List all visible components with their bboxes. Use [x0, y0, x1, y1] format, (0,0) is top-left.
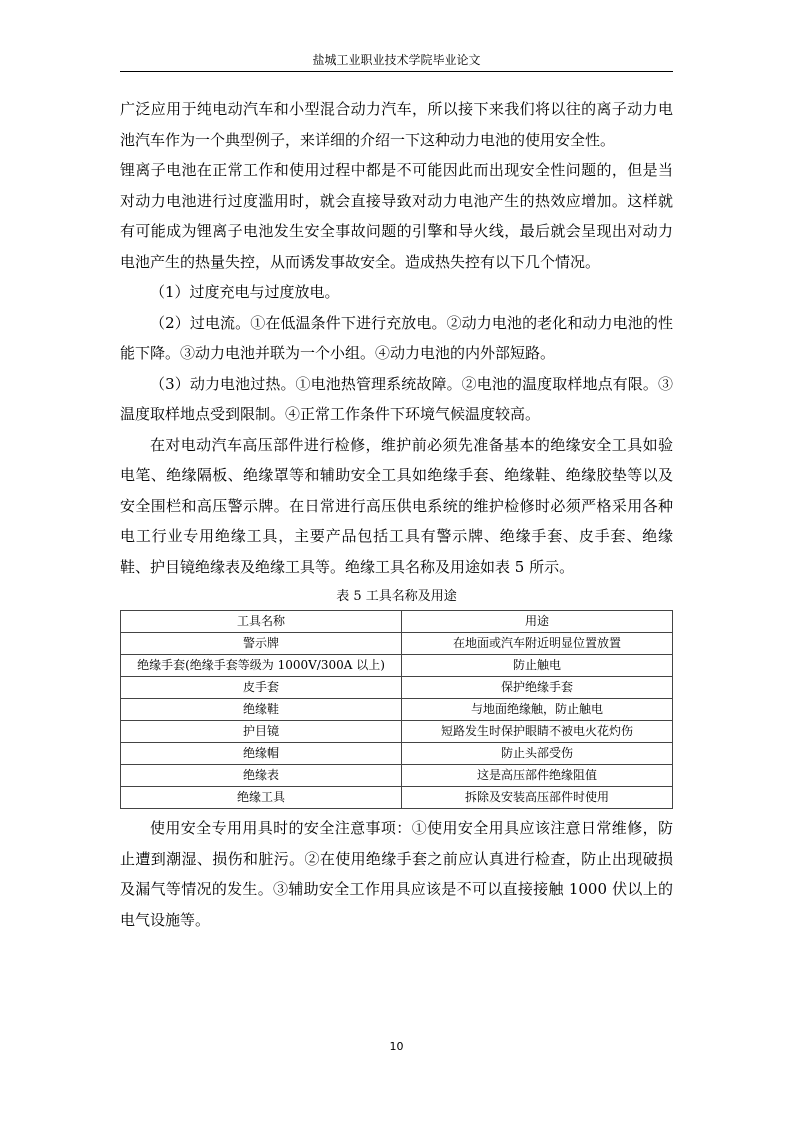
paragraph: （2）过电流。①在低温条件下进行充放电。②动力电池的老化和动力电池的性能下降。③动力电池并联为一个小组。④动力电池的内外部短路。: [120, 313, 673, 362]
table-cell-tool: 绝缘帽: [121, 743, 402, 765]
table-row: [121, 765, 673, 787]
table-cell-tool: 绝缘鞋: [121, 699, 402, 721]
table-cell-use: 拆除及安装高压部件时使用: [402, 787, 673, 809]
table-cell-use: 防止触电: [402, 655, 673, 677]
table-row: [121, 655, 673, 677]
table-cell-tool: 护目镜: [121, 721, 402, 743]
table-cell-tool: 皮手套: [121, 677, 402, 699]
table-row: [121, 633, 673, 655]
table-row: [121, 699, 673, 721]
table-row: [121, 743, 673, 765]
table-cell-use: 短路发生时保护眼睛不被电火花灼伤: [402, 721, 673, 743]
table-cell-use: 与地面绝缘触，防止触电: [402, 699, 673, 721]
header-rule: [120, 71, 673, 72]
page-number: 10: [389, 1040, 404, 1053]
paragraph: 广泛应用于纯电动汽车和小型混合动力汽车，所以接下来我们将以往的离子动力电池汽车作为一个典型例子，来详细的介绍一下这种动力电池的使用安全性。: [120, 100, 673, 149]
running-header: 盐城工业职业技术学院毕业论文: [312, 53, 481, 67]
table-cell-tool: 警示牌: [121, 633, 402, 655]
table-header-cell: 用途: [402, 611, 673, 633]
paragraph: 使用安全专用用具时的安全注意事项：①使用安全用具应该注意日常维修，防止遭到潮湿、损伤和脏污。②在使用绝缘手套之前应认真进行检查，防止出现破损及漏气等情况的发生。③辅助安全工作用具应该是不可以直接接触 1000 伏以上的电气设施等。: [120, 819, 673, 929]
table-header-cell: 工具名称: [121, 611, 402, 633]
table-cell-use: 防止头部受伤: [402, 743, 673, 765]
table-cell-tool: 绝缘手套(绝缘手套等级为 1000V/300A 以上): [121, 655, 402, 677]
table-cell-use: 保护绝缘手套: [402, 677, 673, 699]
paragraph: （3）动力电池过热。①电池热管理系统故障。②电池的温度取样地点有限。③温度取样地点受到限制。④正常工作条件下环境气候温度较高。: [120, 374, 673, 423]
table-header-row: [121, 611, 673, 633]
table-row: [121, 787, 673, 809]
body-text: [120, 94, 673, 935]
table-cell-tool: 绝缘表: [121, 765, 402, 787]
table-cell-use: 在地面或汽车附近明显位置放置: [402, 633, 673, 655]
paragraph: 在对电动汽车高压部件进行检修，维护前必须先准备基本的绝缘安全工具如验电笔、绝缘隔板、绝缘罩等和辅助安全工具如绝缘手套、绝缘鞋、绝缘胶垫等以及安全围栏和高压警示牌。在日常进行高压供电系统的维护检修时必须严格采用各种电工行业专用绝缘工具，主要产品包括工具有警示牌、绝缘手套、皮手套、绝缘鞋、护目镜绝缘表及绝缘工具等。绝缘工具名称及用途如表 5 所示。: [120, 435, 673, 576]
table-caption: 表 5 工具名称及用途: [336, 589, 457, 604]
table-cell-tool: 绝缘工具: [121, 787, 402, 809]
paragraph: （1）过度充电与过度放电。: [150, 283, 340, 301]
table-cell-use: 这是高压部件绝缘阻值: [402, 765, 673, 787]
table-row: [121, 721, 673, 743]
tools-table: [120, 610, 673, 809]
table-row: [121, 677, 673, 699]
paragraph: 锂离子电池在正常工作和使用过程中都是不可能因此而出现安全性问题的，但是当对动力电池进行过度滥用时，就会直接导致对动力电池产生的热效应增加。这样就有可能成为锂离子电池发生安全事故问题的引擎和导火线，最后就会呈现出对动力电池产生的热量失控，从而诱发事故安全。造成热失控有以下几个情况。: [120, 161, 673, 271]
